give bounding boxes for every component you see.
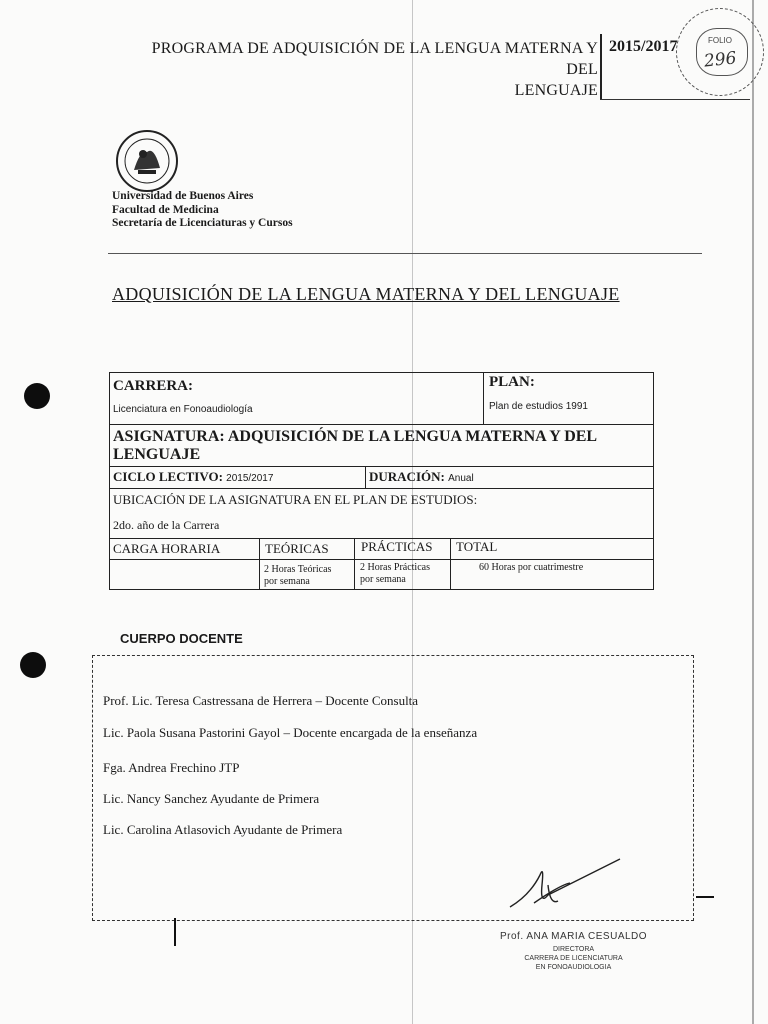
institution-block [112,190,293,231]
ciclo-value: 2015/2017 [226,473,274,484]
punch-hole-top [24,383,50,409]
duracion-cell [369,469,474,485]
practicas-value [360,562,430,586]
faculty-seal-logo [116,130,178,192]
practicas-label: PRÁCTICAS [361,539,433,554]
handwritten-signature [500,855,630,915]
staff-member: Lic. Nancy Sanchez Ayudante de Primera [103,791,320,806]
header-title-line2: LENGUAJE [514,82,598,99]
ubicacion-value: 2do. año de la Carrera [113,518,220,532]
section-separator [108,253,702,254]
header-year: 2015/2017 [609,38,678,55]
institution-faculty: Facultad de Medicina [112,203,219,216]
staff-member: Fga. Andrea Frechino JTP [103,760,240,775]
course-info-table [109,372,654,590]
plan-label: PLAN: [489,374,535,390]
header-title [118,38,598,101]
plan-value: Plan de estudios 1991 [489,401,588,412]
header-divider [600,34,602,100]
ciclo-label: CICLO LECTIVO: [113,469,223,484]
signatory-name: Prof. ANA MARIA CESUALDO [500,931,648,942]
duracion-value: Anual [448,473,474,484]
scan-page-edge [752,0,754,1024]
staff-member: Lic. Paola Susana Pastorini Gayol – Docente encargada de la enseñanza [103,725,478,740]
signatory-department-line2: EN FONOAUDIOLOGIA [535,964,612,971]
margin-mark [174,918,176,946]
practicas-value-line1: 2 Horas Prácticas [360,562,430,573]
duracion-label: DURACIÓN: [369,469,445,484]
ciclo-cell [113,469,273,485]
staff-member: Prof. Lic. Teresa Castressana de Herrera – Docente Consulta [103,693,419,708]
document-title: ADQUISICIÓN DE LA LENGUA MATERNA Y DEL LENGUAJE [112,284,620,304]
asignatura-label: ASIGNATURA: [113,428,225,445]
signature-stamp [500,932,647,972]
signatory-department: CARRERA DE LICENCIATURA [524,955,623,962]
asignatura-cell [113,428,597,464]
asignatura-value: ADQUISICIÓN DE LA LENGUA MATERNA Y DEL [227,428,598,445]
staff-member: Lic. Carolina Atlasovich Ayudante de Primera [103,822,343,837]
total-label: TOTAL [456,539,498,554]
teoricas-value-line1: 2 Horas Teóricas [264,564,332,575]
carga-horaria-label: CARGA HORARIA [113,541,221,556]
teoricas-value-line2: por semana [264,576,310,587]
ubicacion-label: UBICACIÓN DE LA ASIGNATURA EN EL PLAN DE ESTUDIOS: [113,492,478,507]
carrera-value: Licenciatura en Fonoaudiología [113,404,253,415]
carrera-label: CARRERA: [113,378,193,394]
punch-hole-bottom [20,652,46,678]
signatory-role: DIRECTORA [552,946,595,953]
teoricas-value [264,564,331,588]
folio-stamp-label: FOLIO [708,36,733,45]
header-title-line1: PROGRAMA DE ADQUISICIÓN DE LA LENGUA MATERNA Y DEL [151,40,598,78]
cuerpo-docente-heading: CUERPO DOCENTE [120,631,243,646]
folio-stamp-number: 296 [703,48,738,72]
institution-university: Universidad de Buenos Aires [112,190,254,202]
practicas-value-line2: por semana [360,574,406,585]
asignatura-value-line2: LENGUAJE [113,446,201,463]
teoricas-label: TEÓRICAS [265,541,329,556]
institution-secretariat: Secretaría de Licenciaturas y Cursos [112,217,293,229]
header-rule [600,99,750,100]
faculty-seal-icon [118,132,176,190]
total-value: 60 Horas por cuatrimestre [479,562,584,573]
margin-mark [696,896,714,898]
